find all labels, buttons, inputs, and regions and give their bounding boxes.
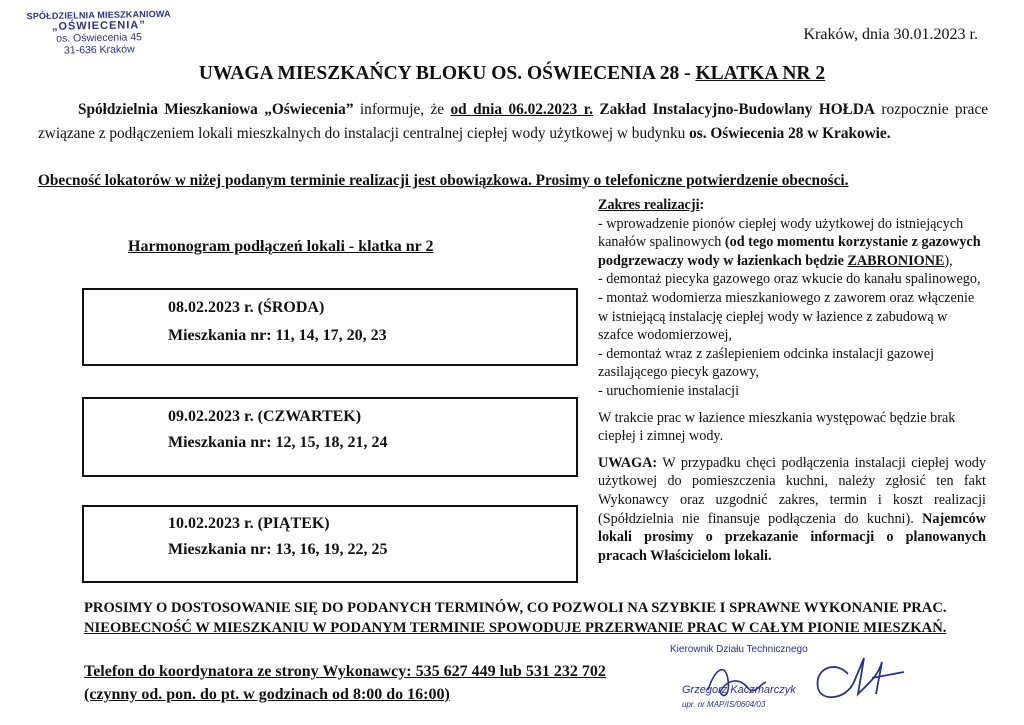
- schedule-date: 10.02.2023 r. (PIĄTEK): [168, 515, 330, 532]
- cooperative-stamp: [14, 9, 185, 58]
- schedule-box-1: [82, 288, 578, 366]
- kitchen-notice-label: UWAGA:: [598, 454, 658, 471]
- title-highlight: KLATKA NR 2: [695, 63, 826, 84]
- schedule-box-2: [82, 397, 578, 477]
- schedule-date: 09.02.2023 r. (CZWARTEK): [168, 408, 362, 425]
- stamp-line-4: 31-636 Kraków: [63, 43, 135, 57]
- intro-paragraph: [38, 98, 988, 146]
- scope-item-1-end: ),: [944, 252, 953, 269]
- title-main: UWAGA MIESZKAŃCY BLOKU OS. OŚWIECENIA 28 -: [198, 63, 696, 84]
- scope-item-5: - uruchomienie instalacji: [598, 382, 740, 399]
- intro-text-1: informuje, że: [353, 101, 451, 118]
- intro-start-date: od dnia 06.02.2023 r.: [450, 101, 593, 118]
- stamp-line-3: os. Oświecenia 45: [56, 31, 143, 45]
- signature-stamp: [668, 644, 918, 720]
- coordinator-hours: (czynny od. pon. do pt. w godzinach od 8:00 do 16:00): [84, 686, 450, 703]
- kitchen-notice: [598, 454, 986, 566]
- schedule-box-3: [82, 505, 578, 583]
- tenants-notice: Najemców lokali prosimy o przekazanie informacji o planowanych pracach Właścicielom lokali.: [598, 510, 986, 564]
- document-date: Kraków, dnia 30.01.2023 r.: [803, 26, 978, 43]
- scope-item-2: - demontaż piecyka gazowego oraz wkucie do kanału spalinowego,: [598, 271, 981, 288]
- signature-name: Grzegorz Kaczmarczyk: [682, 684, 796, 696]
- intro-address: os. Oświecenia 28 w Krakowie.: [689, 125, 891, 142]
- stamp-line-1: SPÓŁDZIELNIA MIESZKANIOWA: [26, 8, 171, 22]
- no-water-notice: W trakcie prac w łazience mieszkania występować będzie brak ciepłej i zimnej wody.: [598, 409, 956, 445]
- schedule-heading: Harmonogram podłączeń lokali - klatka nr 2: [128, 238, 434, 255]
- absence-notice: NIEOBECNOŚĆ W MIESZKANIU W PODANYM TERMINIE SPOWODUJE PRZERWANIE PRAC W CAŁYM PIONIE MIESZKAŃ.: [84, 620, 947, 636]
- scope-item-3: - montaż wodomierza mieszkaniowego z zaworem oraz włączenie w istniejącą instalację ciepłej wody w łazience z zabudową w szafce wodomierzowej,: [598, 289, 975, 344]
- adhere-notice: PROSIMY O DOSTOSOWANIE SIĘ DO PODANYCH TERMINÓW, CO POZWOLI NA SZYBKIE I SPRAWNE WYKONANIE PRAC.: [84, 600, 947, 616]
- scope-heading-colon: :: [699, 197, 705, 213]
- schedule-date: 08.02.2023 r. (ŚRODA): [168, 299, 325, 316]
- attendance-notice: Obecność lokatorów w niżej podanym terminie realizacji jest obowiązkowa. Prosimy o telefoniczne potwierdzenie obecności.: [38, 172, 849, 189]
- scope-item-1: [598, 215, 986, 271]
- signature-title: Kierownik Działu Technicznego: [670, 644, 808, 655]
- scope-item-1-forbidden: ZABRONIONE: [847, 252, 945, 269]
- scope-section: [598, 196, 986, 565]
- signature-license: upr. nr MAP/IS/0604/03: [682, 700, 766, 709]
- scope-item-1-text: - wprowadzenie pionów ciepłej wody użytkowej do istniejących kanałów spalinowych: [598, 215, 964, 251]
- page-title: [0, 63, 1024, 85]
- schedule-flats: Mieszkania nr: 13, 16, 19, 22, 25: [168, 541, 388, 558]
- stamp-line-2: „OŚWIECENIA”: [51, 19, 146, 33]
- scope-heading: Zakres realizacji: [598, 197, 700, 213]
- scope-item-1-warning: (od tego momentu korzystanie z gazowych podgrzewaczy wody w łazienkach będzie: [598, 234, 981, 269]
- intro-contractor: Zakład Instalacyjno-Budowlany HOŁDA: [592, 101, 875, 118]
- kitchen-notice-text: W przypadku chęci podłączenia instalacji ciepłej wody użytkowej do pomieszczenia kuchni, należy zgłosić ten fakt Wykonawcy oraz uzgodnić zakres, termin i koszt realizacji (Spółdzielnia nie finansuje podłączenia do kuchni).: [598, 454, 986, 527]
- intro-cooperative-name: Spółdzielnia Mieszkaniowa „Oświecenia”: [78, 101, 354, 118]
- coordinator-phone: Telefon do koordynatora ze strony Wykonawcy: 535 627 449 lub 531 232 702: [84, 663, 606, 680]
- schedule-flats: Mieszkania nr: 12, 15, 18, 21, 24: [168, 434, 388, 451]
- scope-item-4: - demontaż wraz z zaślepieniem odcinka instalacji gazowej zasilającego piecyk gazowy,: [598, 345, 935, 381]
- schedule-flats: Mieszkania nr: 11, 14, 17, 20, 23: [168, 327, 387, 344]
- intro-text-2: rozpocznie prace związane z podłączeniem lokali mieszkalnych do instalacji centralnej ciepłej wody użytkowej w budynku: [38, 101, 989, 142]
